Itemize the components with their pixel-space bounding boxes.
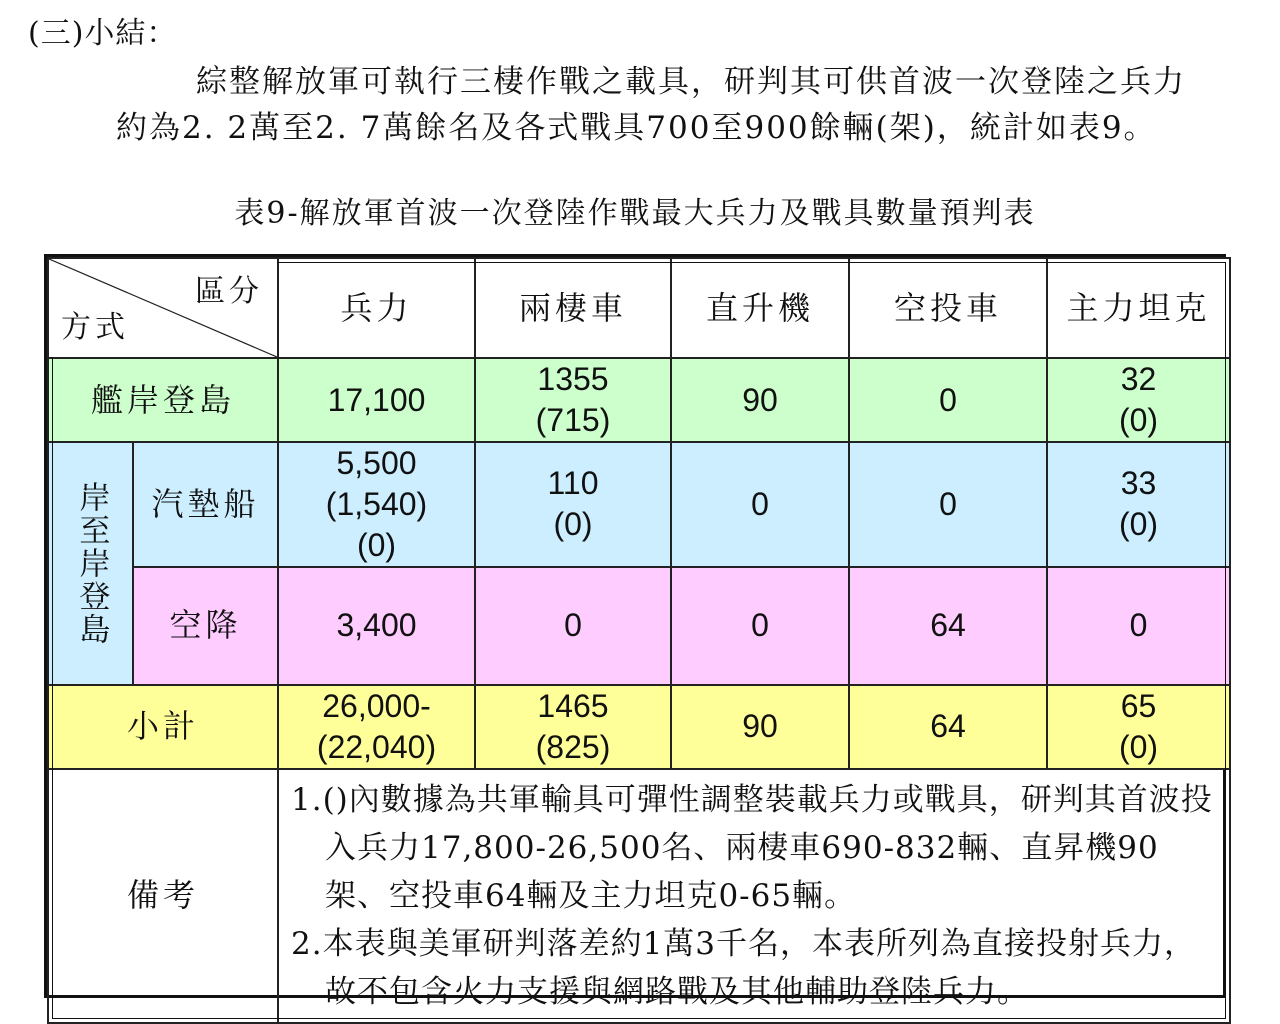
cell-helicopter: 0 xyxy=(671,567,849,685)
corner-label-method: 方式 xyxy=(61,309,129,345)
row-label-ship-to-shore: 艦岸登島 xyxy=(48,358,278,442)
cell-amphibious: 1355 (715) xyxy=(475,358,671,442)
cell-amphibious: 1465 (825) xyxy=(475,685,671,769)
cell-troops: 5,500 (1,540) (0) xyxy=(278,442,475,567)
row-hovercraft xyxy=(48,442,1230,567)
remarks-cell xyxy=(278,769,1230,1023)
row-label-airborne: 空降 xyxy=(133,567,278,685)
cell-airdrop: 64 xyxy=(849,685,1047,769)
paragraph-line-2: 約為2. 2萬至2. 7萬餘名及各式戰具700至900餘輛(架)，統計如表9。 xyxy=(116,110,1157,146)
cell-helicopter: 90 xyxy=(671,358,849,442)
section-heading: (三)小結： xyxy=(28,16,178,51)
cell-tank: 65 (0) xyxy=(1047,685,1230,769)
remark-2: 2.本表與美軍研判落差約1萬3千名，本表所列為直接投射兵力，故不包含火力支援與網路戰及其他輔助登陸兵力。 xyxy=(291,925,1197,1010)
cell-troops: 3,400 xyxy=(278,567,475,685)
row-remarks xyxy=(48,769,1230,1023)
header-troops: 兵力 xyxy=(278,258,475,358)
row-label-hovercraft: 汽墊船 xyxy=(133,442,278,567)
header-row xyxy=(48,258,1230,358)
cell-tank: 0 xyxy=(1047,567,1230,685)
row-ship-to-shore xyxy=(48,358,1230,442)
table-caption: 表9-解放軍首波一次登陸作戰最大兵力及戰具數量預判表 xyxy=(234,196,1036,231)
header-main-battle-tank: 主力坦克 xyxy=(1047,258,1230,358)
cell-troops: 17,100 xyxy=(278,358,475,442)
row-label-remarks: 備考 xyxy=(48,769,278,1023)
corner-header-cell xyxy=(48,258,278,358)
group-label-shore-to-shore: 岸至岸登島 xyxy=(48,442,133,685)
forces-table xyxy=(44,254,1226,1010)
cell-airdrop: 64 xyxy=(849,567,1047,685)
row-subtotal xyxy=(48,685,1230,769)
corner-label-category: 區分 xyxy=(195,274,263,309)
header-helicopter: 直升機 xyxy=(671,258,849,358)
cell-troops: 26,000- (22,040) xyxy=(278,685,475,769)
cell-helicopter: 90 xyxy=(671,685,849,769)
remark-1: 1.()內數據為共軍輸具可彈性調整裝載兵力或戰具，研判其首波投入兵力17,800-26,500名、兩棲車690-832輛、直昇機90架、空投車64輛及主力坦克0-65輛。 xyxy=(291,781,1213,914)
cell-airdrop: 0 xyxy=(849,442,1047,567)
header-amphibious-vehicle: 兩棲車 xyxy=(475,258,671,358)
cell-amphibious: 0 xyxy=(475,567,671,685)
cell-tank: 32 (0) xyxy=(1047,358,1230,442)
row-airborne xyxy=(48,567,1230,685)
cell-tank: 33 (0) xyxy=(1047,442,1230,567)
cell-helicopter: 0 xyxy=(671,442,849,567)
row-label-subtotal: 小計 xyxy=(48,685,278,769)
cell-airdrop: 0 xyxy=(849,358,1047,442)
paragraph-line-1: 綜整解放軍可執行三棲作戰之載具，研判其可供首波一次登陸之兵力 xyxy=(196,64,1186,100)
header-airdrop-vehicle: 空投車 xyxy=(849,258,1047,358)
cell-amphibious: 110 (0) xyxy=(475,442,671,567)
